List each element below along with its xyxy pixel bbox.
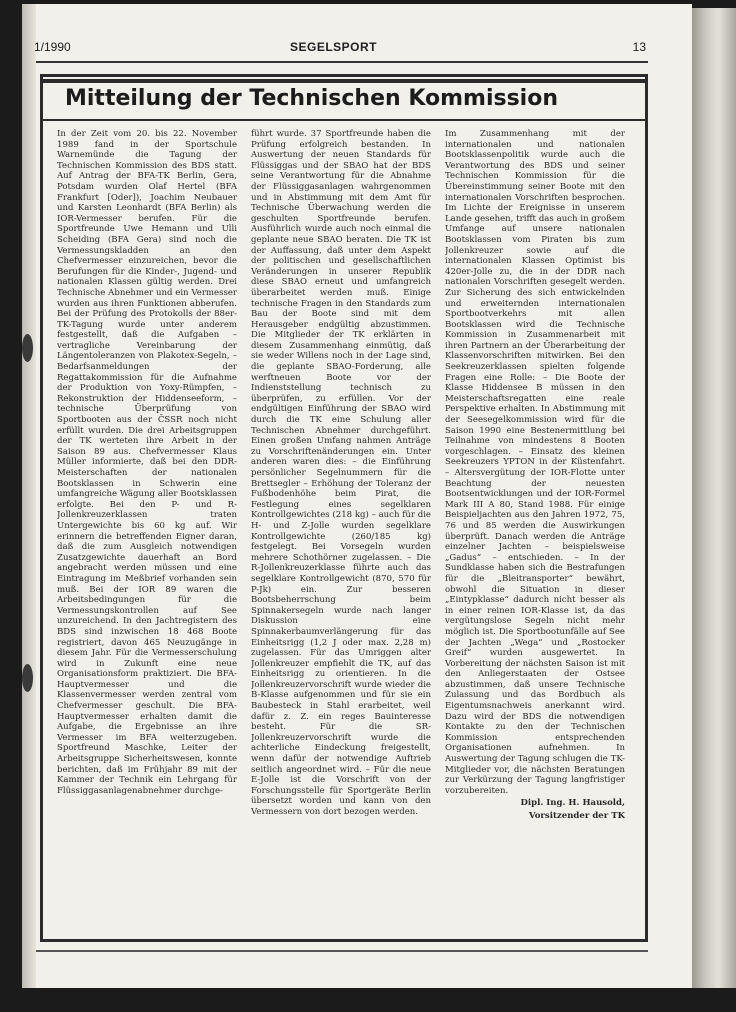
footer-rule (36, 950, 648, 952)
binder-hole (22, 664, 33, 692)
page-spine (22, 4, 36, 988)
title-bar (43, 79, 645, 83)
article-column-2 (251, 129, 431, 937)
header-rule (36, 61, 648, 63)
binder-hole (22, 334, 33, 362)
page-number: 13 (632, 40, 646, 54)
article-title: Mitteilung der Technischen Kommission (65, 86, 559, 111)
signature-role: Vorsitzender der TK (528, 811, 625, 821)
page-header (34, 40, 646, 60)
column-1-text: In der Zeit vom 20. bis 22. November 1989 fand in der Sportschule Warnemünde die Tagung der Technischen Kommission des BDS statt. Auf Antrag der BFA-TK Berlin, Gera, Potsdam wurden Olaf Hertel (BFA Frankfurt [Oder]), Joachim Neubauer und Karsten Leonhardt (BFA Berlin) als IOR-Vermesser berufen. Für die Sportfreunde Uwe Hemann und Ulli Scheiding (BFA Gera) sind noch die Vermessungskladden an den Chefvermesser einzureichen, bevor die Berufungen für die Kinder-, Jugend- und nationalen Klassen gültig werden. Drei Technische Abnehmer und ein Vermesser wurden aus ihren Funktionen abberufen. Bei der Prüfung des Protokolls der 88er-TK-Tagung wurde unter anderem festgestellt, daß die Aufgaben – vertragliche Vereinbarung der Längentoleranzen von Plakotex-Segeln, – Bedarfsanmeldungen der Regattakommission für die Aufnahme der Produktion von Yoxy-Rümpfen, – Rekonstruktion der Hiddenseeform, – technische Überprüfung von Sportbooten aus der ČSSR noch nicht erfüllt wurden. Die drei Arbeitsgruppen der TK werteten ihre Arbeit in der Saison 89 aus. Chefvermesser Klaus Müller informierte, daß bei den DDR-Meisterschaften der nationalen Bootsklassen in Schwerin eine umfangreiche Wägung aller Bootsklassen erfolgte. Bei den P- und R-Jollenkreuzerklassen traten Untergewichte bis 60 kg auf. Wir erinnern die betreffenden Eigner daran, daß die zum Ausgleich notwendigen Zusatzgewichte dauerhaft an Bord angebracht werden müssen und eine Eintragung im Meßbrief vorhanden sein muß. Bei der IOR 89 waren die Arbeitsbedingungen für die Vermessungskontrollen auf See unzureichend. In den Jachtregistern des BDS sind inzwischen 18 468 Boote registriert, davon 465 Neuzugänge in diesem Jahr. Für die Vermesserschulung wird in Zukunft eine neue Organisationsform praktiziert. Die BFA-Hauptvermesser und die Klassenvermesser werden zentral vom Chefvermesser geschult. Die BFA-Hauptvermesser erhalten damit die Aufgabe, die Ergebnisse an ihre Vermesser im BFA weiterzugeben. Sportfreund Maschke, Leiter der Arbeitsgruppe Sicherheitswesen, konnte berichten, daß im Frühjahr 89 mit der Kammer der Technik ein Lehrgang für Flüssiggasanlagenabnehmer durchge- (57, 129, 237, 796)
article-box (40, 74, 648, 942)
column-3-text: Im Zusammenhang mit der internationalen und nationalen Bootsklassenpolitik wurde auch die Verantwortung des BDS und seiner Technischen Kommission für die Übereinstimmung seiner Boote mit den internationalen Vorschriften besprochen. Im Lichte der Ereignisse in unserem Lande gesehen, trifft das auch in großem Umfange auf unsere nationalen Bootsklassen vom Piraten bis zum Jollenkreuzer sowie auf die internationalen Klassen Optimist bis 420er-Jolle zu, die in der DDR nach nationalen Vorschriften gesegelt werden. Zur Sicherung des sich entwickelnden und erweiternden internationalen Sportbootverkehrs mit allen Bootsklassen wird die Technische Kommission in Zusammenarbeit mit ihren Partnern an der Überarbeitung der Klassenvorschriften mitwirken. Bei den Seekreuzerklassen spielten folgende Fragen eine Rolle: – Die Boote der Klasse Hiddensee B müssen in den Meisterschaftsregatten eine reale Perspektive erhalten. In Abstimmung mit der Seesegelkommission wird für die Saison 1990 eine Bestenermittlung bei Teilnahme von mindestens 8 Booten vorgeschlagen. – Einsatz des kleinen Seekreuzers YPTON in der Küstenfahrt. – Altersvergütung der IOR-Flotte unter Beachtung der neuesten Bootsentwicklungen und der IOR-Formel Mark III A 80, Stand 1988. Für einige Beispieljachten aus den Jahren 1972, 75, 76 und 85 werden die Auswirkungen überprüft. Danach werden die Anträge einzelner Jachten – beispielsweise „Gadus“ – entschieden. – In der Sundklasse haben sich die Bestrafungen für die „Bleitransporter“ bewährt, obwohl die Situation in dieser „Eintypklasse“ dadurch nicht besser als in einer reinen IOR-Klasse ist, da das vergütungslose Segeln nicht mehr möglich ist. Die Sportbootunfälle auf See der Jachten „Wega“ und „Rostocker Greif“ wurden ausgewertet. In Vorbereitung der nächsten Saison ist mit den Anliegerstaaten der Ostsee abzustimmen, daß unsere Technische Zulassung und das Bordbuch als Eigentumsnachweis anerkannt wird. Dazu wird der BDS die notwendigen Kontakte zu den der Technischen Kommission entsprechenden Organisationen aufnehmen. In Auswertung der Tagung schlugen die TK-Mitglieder vor, die nächsten Beratungen zur Verkürzung der Tagung langfristiger vorzubereiten. (445, 129, 625, 796)
title-band (43, 77, 645, 121)
magazine-page (22, 4, 692, 988)
book-edge (692, 8, 736, 988)
article-column-1 (57, 129, 237, 937)
magazine-name: SEGELSPORT (290, 40, 378, 54)
article-column-3 (445, 129, 625, 937)
column-2-text: führt wurde. 37 Sportfreunde haben die Prüfung erfolgreich bestanden. In Auswertung der neuen Standards für Flüssiggas und der SBAO hat der BDS seine Verantwortung für die Abnahme der Flüssiggasanlagen wahrgenommen und in Abstimmung mit dem Amt für Technische Überwachung werden die geschulten Sportfreunde berufen. Ausführlich wurde auch noch einmal die geplante neue SBAO beraten. Die TK ist der Auffassung, daß unter dem Aspekt der politischen und gesellschaftlichen Veränderungen in unserer Republik diese SBAO erneut und umfangreich überarbeitet werden muß. Einige technische Fragen in den Standards zum Bau der Boote sind mit dem Herausgeber endgültig abzustimmen. Die Mitglieder der TK erklärten in diesem Zusammenhang einmütig, daß sie weder Willens noch in der Lage sind, die geplante SBAO-Forderung, alle werftneuen Boote vor der Indienststellung technisch zu überprüfen, zu erfüllen. Vor der endgültigen Einführung der SBAO wird durch die TK eine Schulung aller Technischen Abnehmer durchgeführt. Einen großen Umfang nahmen Anträge zu Vorschriftenänderungen ein. Unter anderen waren dies: – die Einführung persönlicher Segelnummern für die Brettsegler – Erhöhung der Toleranz der Fußbodenhöhe beim Pirat, die Festlegung eines segelklaren Kontrollgewichtes (218 kg) – auch für die H- und Z-Jolle wurden segelklare Kontrollgewichte (260/185 kg) festgelegt. Bei Vorsegeln wurden mehrere Schothörner zugelassen. – Die R-Jollenkreuzerklasse führte auch das segelklare Kontrollgewicht (870, 570 für P-Jk) ein. Zur besseren Bootsbeherrschung beim Spinnakersegeln wurde nach langer Diskussion eine Spinnakerbaumverlängerung für das Einheitsrigg (1,2 J oder max. 2,28 m) zugelassen. Für das Umriggen alter Jollenkreuzer empfiehlt die TK, auf das Einheitsrigg zu orientieren. In die Jollenkreuzervorschrift wurde wieder die B-Klasse aufgenommen und für sie ein Baubesteck in Stahl erarbeitet, weil dafür z. Z. ein reges Bauinteresse besteht. Für die SR-Jollenkreuzervorschrift wurde die achterliche Eindeckung freigestellt, wenn dafür der notwendige Auftrieb seitlich angeordnet wird. – Für die neue E-Jolle ist die Vorschrift von der Forschungsstelle für Sportgeräte Berlin übersetzt worden und kann von den Vermessern von dort bezogen werden. (251, 129, 431, 817)
signature-name: Dipl. Ing. H. Hausold, (520, 798, 625, 809)
article-columns (57, 129, 633, 939)
issue-number: 1/1990 (34, 40, 71, 54)
